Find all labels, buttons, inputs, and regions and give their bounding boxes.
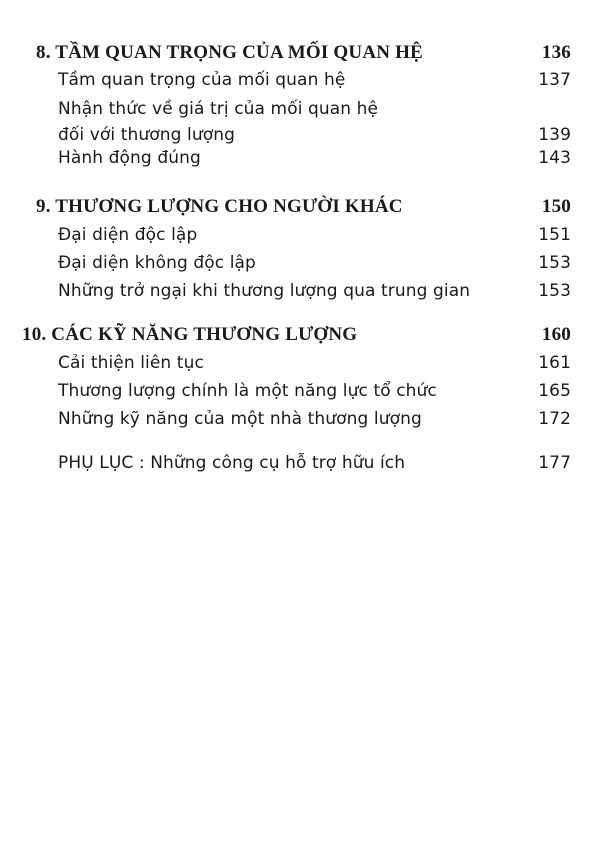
entry-title: Đại diện độc lập — [58, 225, 198, 245]
appendix-title: PHỤ LỤC : Những công cụ hỗ trợ hữu ích — [58, 453, 406, 473]
chapter-title: 9. THƯƠNG LƯỢNG CHO NGƯỜI KHÁC — [36, 196, 403, 217]
chapter-page-number: 160 — [541, 324, 571, 345]
toc-entry — [58, 70, 571, 90]
toc-entry — [58, 253, 571, 273]
toc-chapter-8 — [36, 42, 571, 64]
entry-page-number: 143 — [538, 148, 571, 168]
entry-title: Đại diện không độc lập — [58, 253, 256, 273]
toc-entry — [58, 225, 571, 245]
toc-entry — [58, 381, 571, 401]
entry-page-number: 153 — [538, 253, 571, 273]
appendix-page-number: 177 — [538, 453, 571, 473]
entry-page-number: 137 — [538, 70, 571, 90]
toc-entry — [58, 353, 571, 373]
entry-page-number: 161 — [538, 353, 571, 373]
entry-page-number: 151 — [538, 225, 571, 245]
chapter-title: 8. TẦM QUAN TRỌNG CỦA MỐI QUAN HỆ — [36, 42, 423, 63]
entry-page-number: 172 — [538, 409, 571, 429]
toc-chapter-9 — [36, 196, 571, 218]
entry-page-number: 153 — [538, 281, 571, 301]
entry-title: Hành động đúng — [58, 148, 201, 168]
chapter-page-number: 150 — [541, 196, 571, 217]
entry-page-number: 165 — [538, 381, 571, 401]
entry-title: Tầm quan trọng của mối quan hệ — [58, 70, 346, 90]
entry-title-line: Nhận thức về giá trị của mối quan hệ — [58, 99, 379, 119]
entry-title: Những kỹ năng của một nhà thương lượng — [58, 409, 422, 429]
toc-entry — [58, 148, 571, 168]
entry-title: Những trở ngại khi thương lượng qua trung gian — [58, 281, 471, 301]
entry-page-number: 139 — [538, 125, 571, 145]
toc-chapter-10 — [22, 324, 571, 346]
toc-entry — [58, 281, 571, 301]
entry-title-line: đối với thương lượng — [58, 125, 235, 145]
entry-title — [58, 96, 378, 148]
toc-appendix — [58, 453, 571, 473]
entry-title: Cải thiện liên tục — [58, 353, 204, 373]
entry-title: Thương lượng chính là một năng lực tổ chức — [58, 381, 437, 401]
chapter-title: 10. CÁC KỸ NĂNG THƯƠNG LƯỢNG — [22, 324, 358, 345]
toc-entry — [58, 96, 571, 148]
chapter-page-number: 136 — [541, 42, 571, 63]
toc-entry — [58, 409, 571, 429]
